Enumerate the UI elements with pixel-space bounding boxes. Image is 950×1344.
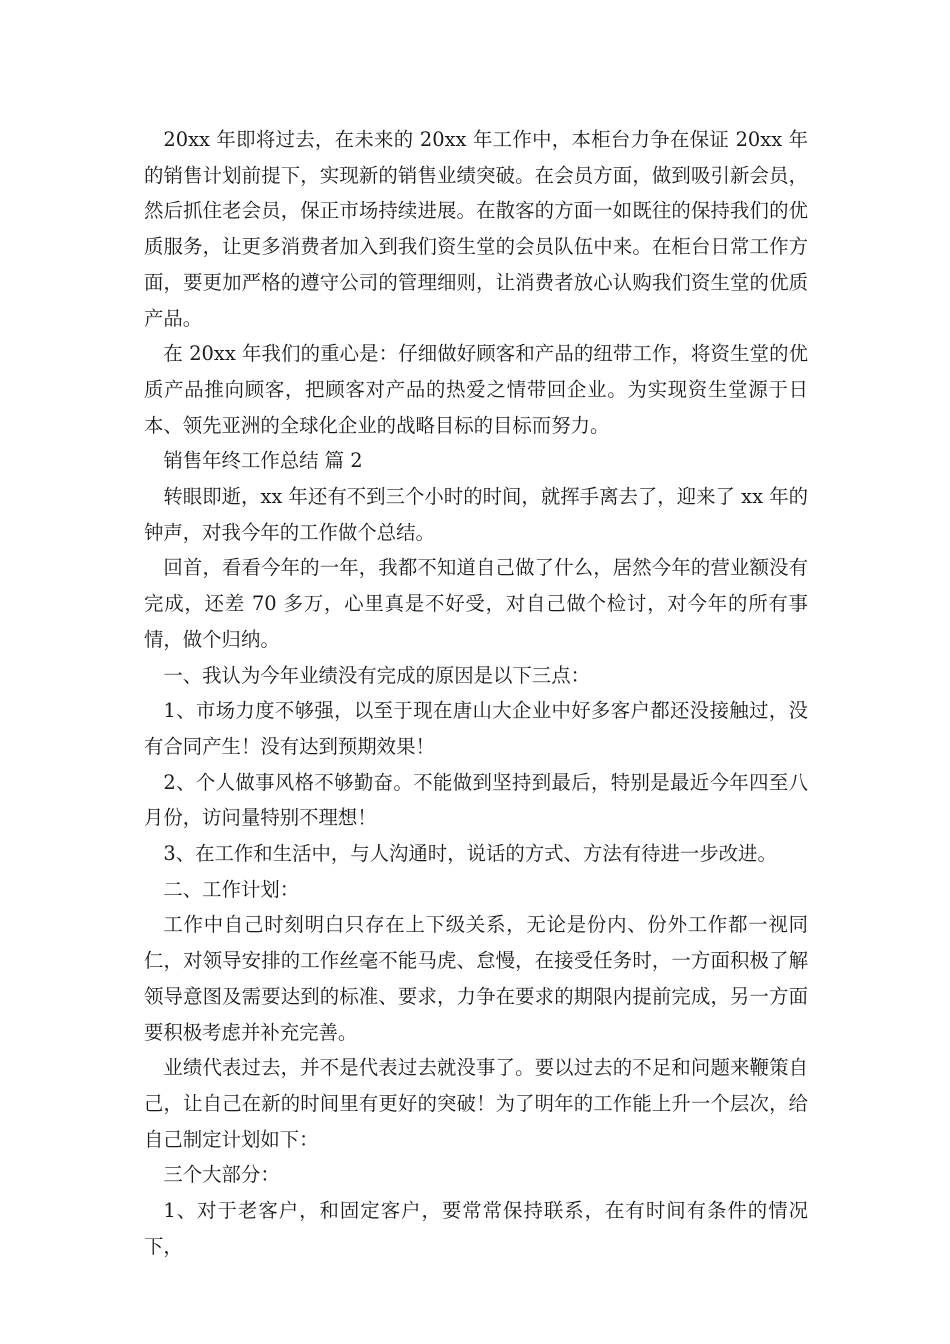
paragraph-work-attitude: 工作中自己时刻明白只存在上下级关系，无论是份内、份外工作都一视同仁，对领导安排的工作丝毫不能马虎、怠慢，在接受任务时，一方面积极了解领导意图及需要达到的标准、要求，力争在要求的期限内提前完成，另一方面要积极考虑并补充完善。 — [144, 913, 808, 1044]
list-heading-three-parts: 三个大部分： — [163, 1163, 280, 1187]
paragraph-year-end: 转眼即逝，xx 年还有不到三个小时的时间，就挥手离去了，迎来了 xx 年的钟声，对我今年的工作做个总结。 — [144, 485, 808, 544]
paragraph-plan-intro: 20xx 年即将过去，在未来的 20xx 年工作中，本柜台力争在保证 20xx 年的销售计划前提下，实现新的销售业绩突破。在会员方面，做到吸引新会员，然后抓住老会员，保正市场持续进展。在散客的方面一如既往的保持我们的优质服务，让更多消费者加入到我们资生堂的会员队伍中来。在柜台日常工作方面，要更加严格的遵守公司的管理细则，让消费者放心认购我们资生堂的优质产品。 — [144, 128, 808, 330]
list-item-reason-3: 3、在工作和生活中，与人沟通时，说话的方式、方法有待进一步改进。 — [163, 842, 777, 866]
list-item-reason-1: 1、市场力度不够强，以至于现在唐山大企业中好多客户都还没接触过，没有合同产生！没有达到预期效果！ — [144, 699, 808, 758]
paragraph-review: 回首，看看今年的一年，我都不知道自己做了什么，居然今年的营业额没有完成，还差 70 多万，心里真是不好受，对自己做个检讨，对今年的所有事情，做个归纳。 — [144, 556, 808, 651]
list-heading-plan: 二、工作计划： — [163, 877, 300, 901]
paragraph-performance: 业绩代表过去，并不是代表过去就没事了。要以过去的不足和问题来鞭策自己，让自己在新的时间里有更好的突破！为了明年的工作能上升一个层次，给自己制定计划如下： — [144, 1056, 808, 1151]
list-item-part-1: 1、对于老客户，和固定客户，要常常保持联系，在有时间有条件的情况下， — [144, 1199, 808, 1258]
list-heading-reasons: 一、我认为今年业绩没有完成的原因是以下三点： — [163, 663, 590, 687]
list-item-reason-2: 2、个人做事风格不够勤奋。不能做到坚持到最后，特别是最近今年四至八月份，访问量特别不理想！ — [144, 770, 808, 830]
section-heading: 销售年终工作总结 篇 2 — [163, 449, 363, 473]
paragraph-focus: 在 20xx 年我们的重心是：仔细做好顾客和产品的纽带工作，将资生堂的优质产品推向顾客，把顾客对产品的热爱之情带回企业。为实现资生堂源于日本、领先亚洲的全球化企业的战略目标的目标而努力。 — [144, 342, 808, 437]
document-body — [144, 122, 808, 1265]
